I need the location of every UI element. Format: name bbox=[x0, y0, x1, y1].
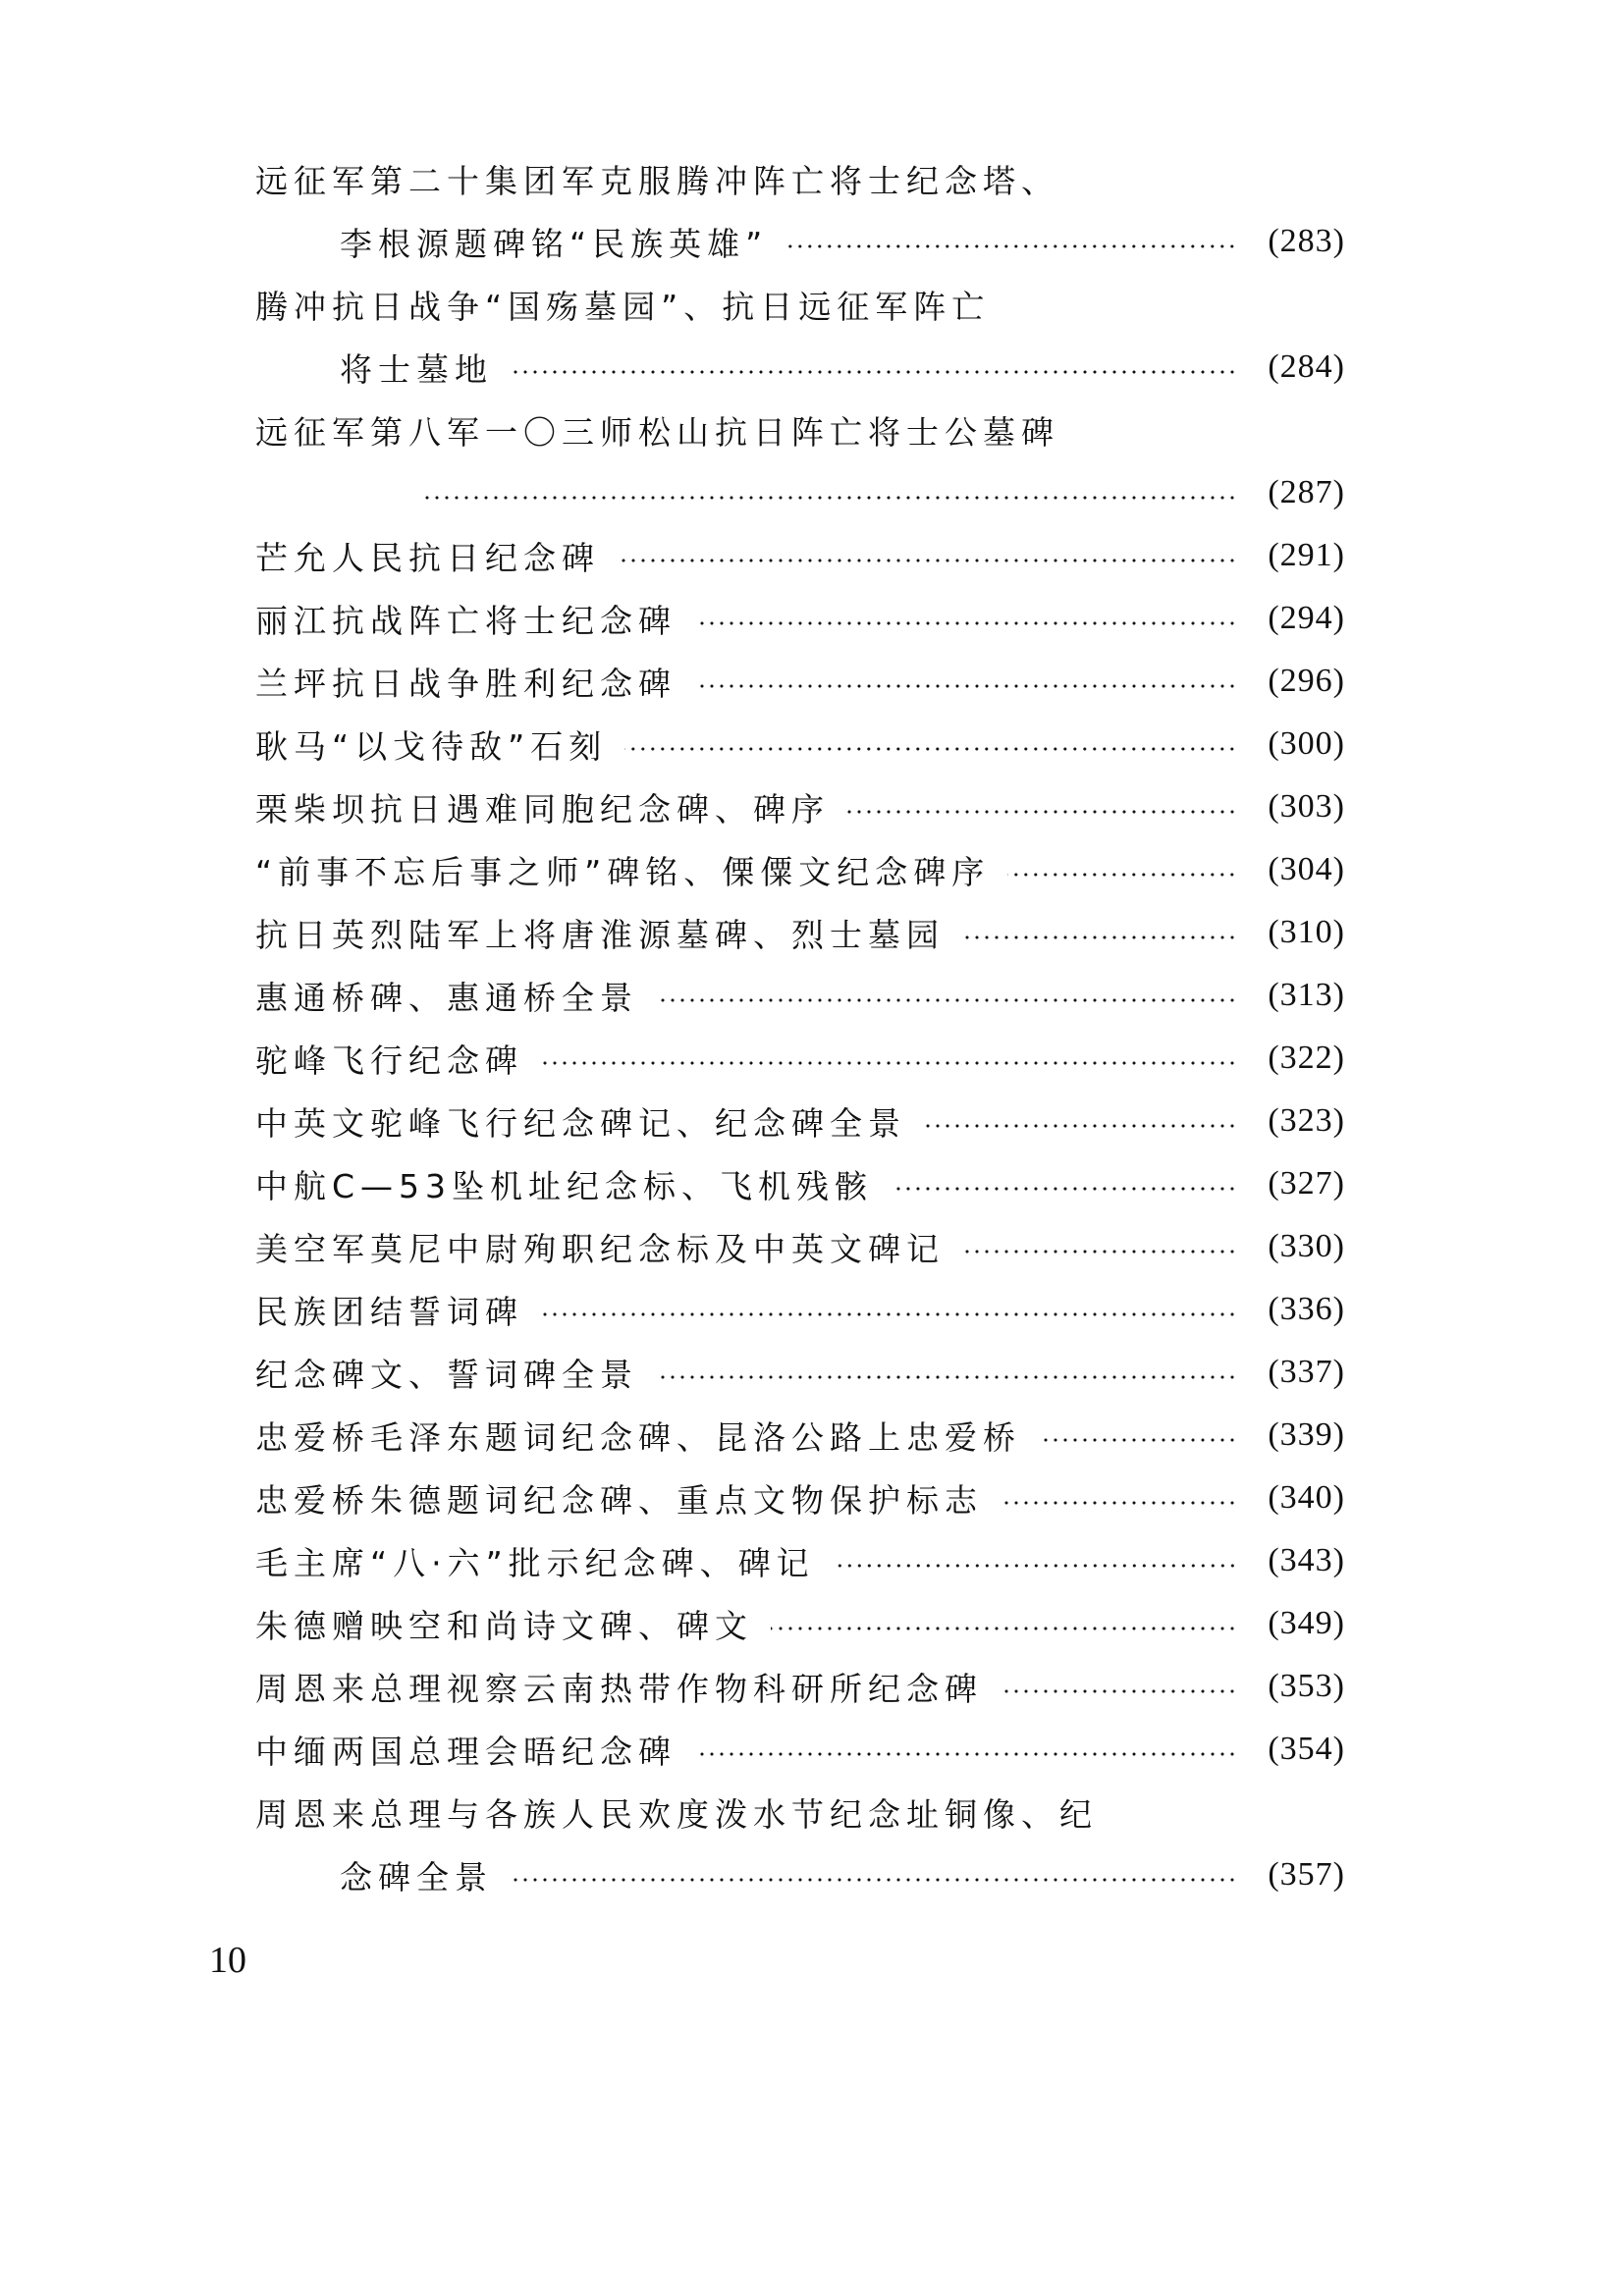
entry-page: (287) bbox=[1268, 474, 1345, 510]
entry-page: (343) bbox=[1268, 1542, 1345, 1578]
entry-page: (313) bbox=[1268, 977, 1345, 1013]
entry-title: 腾冲抗日战争“国殇墓园”、抗日远征军阵亡 bbox=[255, 287, 991, 326]
entry-page: (354) bbox=[1268, 1731, 1345, 1767]
dot-leader bbox=[420, 496, 1237, 500]
entry-title: 栗柴坝抗日遇难同胞纪念碑、碑序 bbox=[255, 789, 830, 828]
entry-page: (310) bbox=[1268, 914, 1345, 950]
toc-entry[interactable] bbox=[255, 1152, 1345, 1215]
entry-page: (353) bbox=[1268, 1668, 1345, 1704]
entry-page: (340) bbox=[1268, 1479, 1345, 1516]
toc-entry[interactable] bbox=[255, 1404, 1345, 1467]
entry-page: (327) bbox=[1268, 1165, 1345, 1201]
toc-entry[interactable] bbox=[255, 1090, 1345, 1152]
entry-title: 纪念碑文、誓词碑全景 bbox=[255, 1355, 638, 1394]
entry-page: (303) bbox=[1268, 788, 1345, 825]
dot-leader bbox=[1001, 1689, 1237, 1693]
entry-page: (349) bbox=[1268, 1605, 1345, 1641]
entry-title: 芒允人民抗日纪念碑 bbox=[255, 538, 600, 577]
entry-title: 中英文驼峰飞行纪念碑记、纪念碑全景 bbox=[255, 1103, 906, 1143]
dot-leader bbox=[541, 1061, 1237, 1065]
entry-title: 耿马“以戈待敌”石刻 bbox=[255, 726, 608, 766]
toc-entry[interactable] bbox=[255, 399, 1345, 524]
toc-entry[interactable] bbox=[255, 1529, 1345, 1592]
toc-entry[interactable] bbox=[255, 964, 1345, 1027]
toc-entry[interactable] bbox=[255, 524, 1345, 587]
entry-title: 兰坪抗日战争胜利纪念碑 bbox=[255, 664, 677, 703]
entry-page: (291) bbox=[1268, 537, 1345, 573]
entry-title-continued: 念碑全景 bbox=[340, 1857, 493, 1896]
entry-title: 惠通桥碑、惠通桥全景 bbox=[255, 978, 638, 1017]
entry-page: (323) bbox=[1268, 1102, 1345, 1139]
entry-page: (294) bbox=[1268, 600, 1345, 636]
entry-page: (339) bbox=[1268, 1416, 1345, 1453]
toc-entry[interactable] bbox=[255, 273, 1345, 399]
toc-entry[interactable] bbox=[255, 775, 1345, 838]
dot-leader bbox=[624, 747, 1237, 751]
dot-leader bbox=[1039, 1438, 1237, 1442]
toc-entry[interactable] bbox=[255, 901, 1345, 964]
dot-leader bbox=[785, 244, 1237, 248]
entry-page: (322) bbox=[1268, 1040, 1345, 1076]
toc-entry[interactable] bbox=[255, 1027, 1345, 1090]
entry-page: (296) bbox=[1268, 663, 1345, 699]
toc-entry[interactable] bbox=[255, 838, 1345, 901]
entry-title: 忠爱桥朱德题词纪念碑、重点文物保护标志 bbox=[255, 1480, 983, 1520]
dot-leader bbox=[694, 621, 1237, 625]
entry-title-continued: 李根源题碑铭“民族英雄” bbox=[340, 224, 769, 263]
dot-leader bbox=[833, 1564, 1237, 1568]
dot-leader bbox=[771, 1627, 1237, 1630]
dot-leader bbox=[694, 1752, 1237, 1756]
dot-leader bbox=[656, 998, 1237, 1002]
entry-page: (284) bbox=[1268, 348, 1345, 385]
toc-entry[interactable] bbox=[255, 587, 1345, 650]
dot-leader bbox=[694, 684, 1237, 688]
entry-page: (330) bbox=[1268, 1228, 1345, 1264]
toc-entry[interactable] bbox=[255, 1781, 1345, 1906]
entry-title: 抗日英烈陆军上将唐淮源墓碑、烈士墓园 bbox=[255, 915, 945, 954]
entry-title: 驼峰飞行纪念碑 bbox=[255, 1041, 523, 1080]
entry-title: 远征军第二十集团军克服腾冲阵亡将士纪念塔、 bbox=[255, 161, 1059, 200]
dot-leader bbox=[511, 1878, 1237, 1882]
entry-page: (337) bbox=[1268, 1354, 1345, 1390]
dot-leader bbox=[511, 370, 1237, 374]
dot-leader bbox=[847, 810, 1237, 814]
entry-page: (300) bbox=[1268, 725, 1345, 762]
toc-entry[interactable] bbox=[255, 1215, 1345, 1278]
entry-title: 中缅两国总理会晤纪念碑 bbox=[255, 1732, 677, 1771]
toc-entry[interactable] bbox=[255, 1718, 1345, 1781]
dot-leader bbox=[541, 1312, 1237, 1316]
toc-entry[interactable] bbox=[255, 1278, 1345, 1341]
toc-entry[interactable] bbox=[255, 1592, 1345, 1655]
entry-title: 朱德赠映空和尚诗文碑、碑文 bbox=[255, 1606, 753, 1645]
toc-entry[interactable] bbox=[255, 1341, 1345, 1404]
entry-title: 远征军第八军一〇三师松山抗日阵亡将士公墓碑 bbox=[255, 412, 1059, 452]
toc-entry[interactable] bbox=[255, 1655, 1345, 1718]
toc-entry[interactable] bbox=[255, 650, 1345, 713]
dot-leader bbox=[1001, 1501, 1237, 1505]
dot-leader bbox=[1007, 873, 1237, 877]
entry-page: (357) bbox=[1268, 1856, 1345, 1893]
entry-page: (283) bbox=[1268, 223, 1345, 259]
entry-page: (304) bbox=[1268, 851, 1345, 887]
entry-title: “前事不忘后事之师”碑铭、傈僳文纪念碑序 bbox=[255, 852, 991, 891]
dot-leader bbox=[924, 1124, 1237, 1128]
page-number: 10 bbox=[209, 1940, 246, 1981]
dot-leader bbox=[962, 935, 1237, 939]
entry-title: 周恩来总理视察云南热带作物科研所纪念碑 bbox=[255, 1669, 983, 1708]
dot-leader bbox=[891, 1187, 1237, 1191]
entry-title: 民族团结誓词碑 bbox=[255, 1292, 523, 1331]
entry-title: 中航C—53坠机址纪念标、飞机残骸 bbox=[255, 1166, 874, 1205]
dot-leader bbox=[656, 1375, 1237, 1379]
toc-entry[interactable] bbox=[255, 1467, 1345, 1529]
dot-leader bbox=[618, 559, 1237, 562]
entry-title: 忠爱桥毛泽东题词纪念碑、昆洛公路上忠爱桥 bbox=[255, 1417, 1021, 1457]
entry-page: (336) bbox=[1268, 1291, 1345, 1327]
entry-title-continued: 将士墓地 bbox=[340, 349, 493, 389]
table-of-contents bbox=[255, 147, 1345, 1906]
entry-title: 毛主席“八·六”批示纪念碑、碑记 bbox=[255, 1543, 815, 1582]
toc-entry[interactable] bbox=[255, 147, 1345, 273]
toc-entry[interactable] bbox=[255, 713, 1345, 775]
dot-leader bbox=[962, 1250, 1237, 1254]
entry-title: 丽江抗战阵亡将士纪念碑 bbox=[255, 601, 677, 640]
entry-title: 周恩来总理与各族人民欢度泼水节纪念址铜像、纪 bbox=[255, 1794, 1098, 1834]
entry-title: 美空军莫尼中尉殉职纪念标及中英文碑记 bbox=[255, 1229, 945, 1268]
